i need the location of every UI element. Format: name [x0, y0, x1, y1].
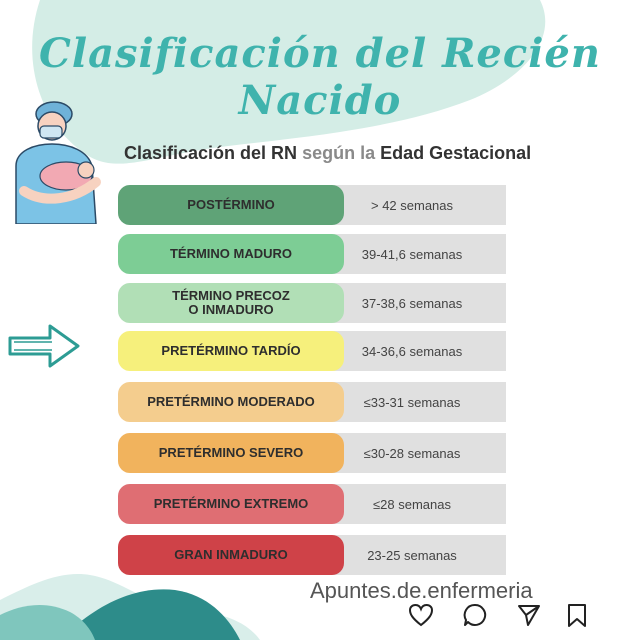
send-icon[interactable]: [516, 602, 542, 628]
arrow-icon: [6, 320, 82, 372]
table-row: [118, 331, 506, 371]
subtitle-part2: según la: [302, 143, 376, 163]
row-category: PRETÉRMINO TARDÍO: [118, 331, 344, 371]
row-category: PRETÉRMINO SEVERO: [118, 433, 344, 473]
table-row: [118, 433, 506, 473]
row-value: 23-25 semanas: [318, 535, 506, 575]
row-category: POSTÉRMINO: [118, 185, 344, 225]
account-handle[interactable]: Apuntes.de.enfermeria: [310, 578, 533, 603]
table-row: [118, 484, 506, 524]
row-value: ≤33-31 semanas: [318, 382, 506, 422]
row-value: 37-38,6 semanas: [318, 283, 506, 323]
row-value: 34-36,6 semanas: [318, 331, 506, 371]
page-title: Clasificación del Recién Nacido: [39, 30, 601, 124]
bookmark-icon[interactable]: [564, 602, 590, 628]
row-value: > 42 semanas: [318, 185, 506, 225]
table-row: [118, 185, 506, 225]
comment-icon[interactable]: [462, 602, 488, 628]
row-category: TÉRMINO PRECOZ O INMADURO: [118, 283, 344, 323]
row-category: GRAN INMADURO: [118, 535, 344, 575]
row-value: ≤30-28 semanas: [318, 433, 506, 473]
subtitle-part1: Clasificación del RN: [124, 143, 303, 163]
table-row: [118, 535, 506, 575]
row-category: PRETÉRMINO EXTREMO: [118, 484, 344, 524]
table-row: [118, 283, 506, 323]
row-value: 39-41,6 semanas: [318, 234, 506, 274]
heart-icon[interactable]: [408, 602, 434, 628]
row-value: ≤28 semanas: [318, 484, 506, 524]
table-row: [118, 382, 506, 422]
row-category: PRETÉRMINO MODERADO: [118, 382, 344, 422]
subtitle-part3: Edad Gestacional: [375, 143, 532, 163]
nurse-holding-baby-illustration: [4, 96, 108, 224]
section-subtitle: [124, 143, 531, 164]
table-row: [118, 234, 506, 274]
row-category: TÉRMINO MADURO: [118, 234, 344, 274]
